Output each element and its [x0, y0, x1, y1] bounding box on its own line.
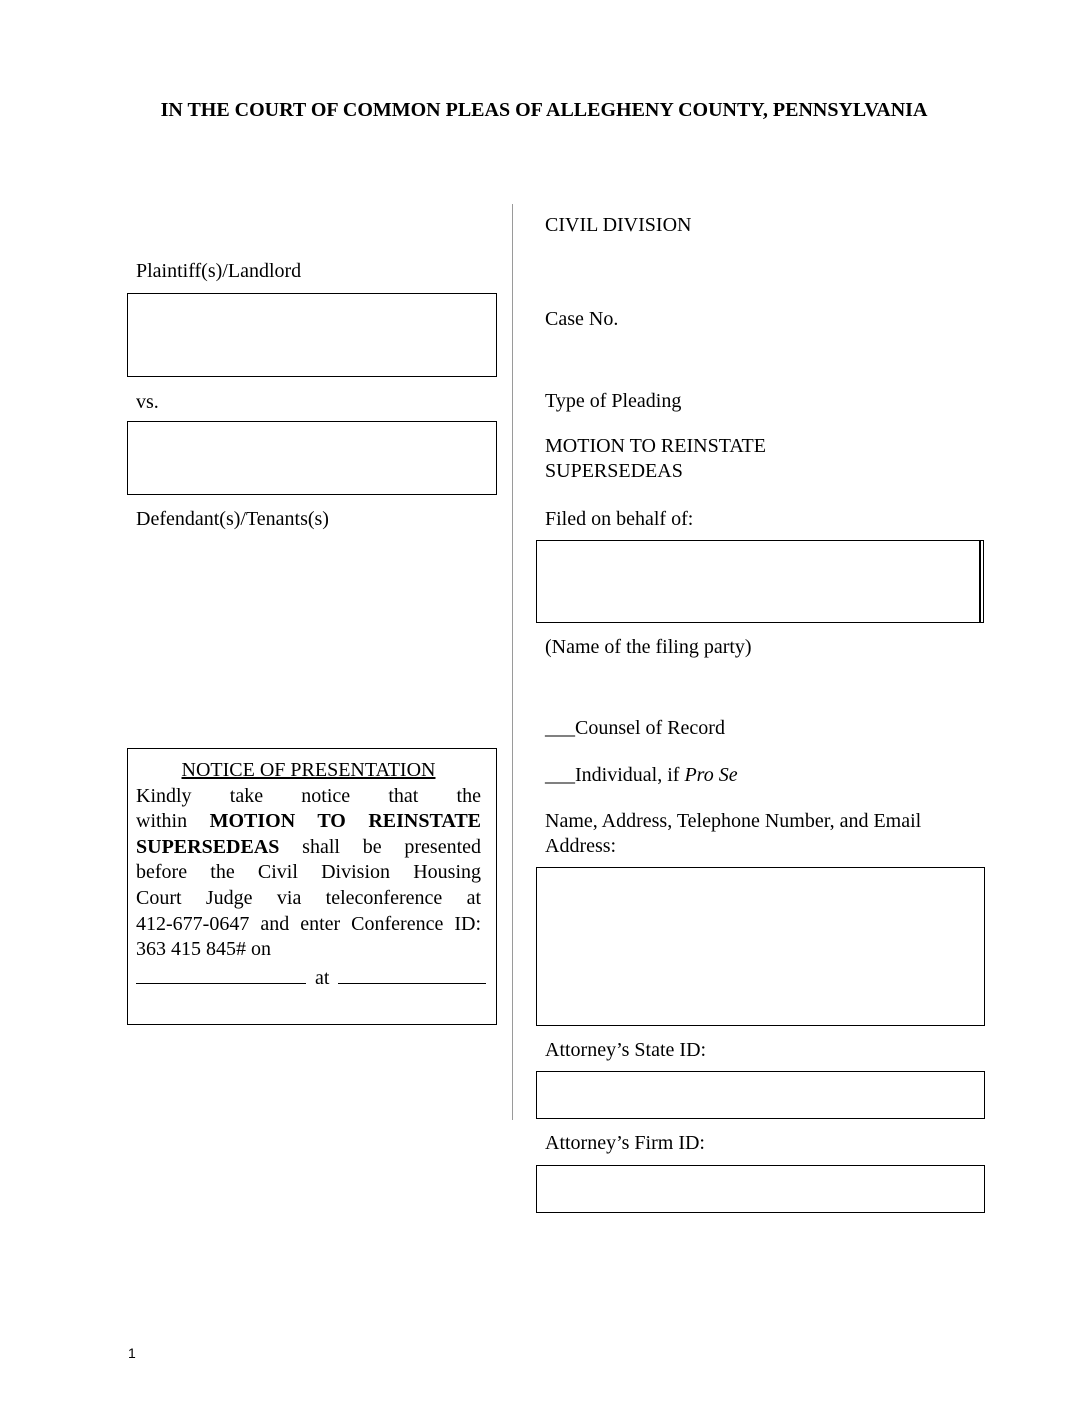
filed-on-behalf-label: Filed on behalf of:	[545, 508, 694, 530]
individual-pro-se-option[interactable]	[545, 763, 738, 787]
pleading-type-label: Type of Pleading	[545, 390, 682, 412]
notice-line-7: 363 415 845# on	[136, 938, 271, 961]
notice-line-3-text: shall be presented	[279, 835, 481, 858]
pleading-line-1: MOTION TO REINSTATE	[545, 435, 766, 457]
defendant-label: Defendant(s)/Tenants(s)	[136, 508, 329, 530]
notice-date-time-line	[136, 965, 481, 992]
notice-title: NOTICE OF PRESENTATION	[181, 759, 436, 781]
vs-label: vs.	[136, 391, 159, 413]
notice-date-blank[interactable]	[136, 965, 306, 984]
counsel-label: Counsel of Record	[575, 717, 725, 739]
notice-line-3	[136, 835, 481, 861]
court-title: IN THE COURT OF COMMON PLEAS OF ALLEGHENY COUNTY, PENNSYLVANIA	[160, 99, 928, 121]
plaintiff-field[interactable]	[127, 293, 497, 377]
firm-id-label: Attorney’s Firm ID:	[545, 1132, 705, 1154]
contact-label-line-2: Address:	[545, 835, 617, 857]
contact-label-line-1: Name, Address, Telephone Number, and Email	[545, 810, 922, 832]
state-id-label: Attorney’s State ID:	[545, 1039, 707, 1061]
pro-se-label: Pro Se	[684, 764, 738, 786]
state-id-field[interactable]	[536, 1071, 985, 1119]
individual-checkbox-blank[interactable]: ___	[545, 764, 575, 786]
notice-line-2	[136, 809, 481, 835]
notice-line-5: Court Judge via teleconference at	[136, 886, 481, 909]
notice-of-presentation	[136, 758, 481, 991]
contact-info-field[interactable]	[536, 867, 985, 1026]
counsel-of-record-option[interactable]	[545, 716, 725, 740]
notice-supersedeas: SUPERSEDEAS	[136, 835, 280, 858]
pleading-line-2: SUPERSEDEAS	[545, 460, 683, 482]
division-label: CIVIL DIVISION	[545, 214, 692, 236]
notice-line-6: 412-677-0647 and enter Conference ID:	[136, 912, 481, 935]
filed-box-edge	[979, 540, 981, 623]
filed-on-behalf-field[interactable]	[536, 540, 984, 623]
notice-line-2-text: within	[136, 810, 210, 833]
case-no-label: Case No.	[545, 308, 619, 330]
plaintiff-label: Plaintiff(s)/Landlord	[136, 260, 302, 282]
counsel-checkbox-blank[interactable]: ___	[545, 717, 575, 739]
notice-line-1: Kindly take notice that the	[136, 784, 481, 807]
notice-at-label: at	[315, 966, 330, 989]
page-number: 1	[128, 1345, 136, 1361]
notice-line-4: before the Civil Division Housing	[136, 861, 481, 884]
column-divider	[512, 204, 513, 1120]
notice-time-blank[interactable]	[338, 965, 486, 984]
individual-label: Individual, if	[575, 764, 685, 786]
defendant-field[interactable]	[127, 421, 497, 495]
firm-id-field[interactable]	[536, 1165, 985, 1213]
filing-party-note: (Name of the filing party)	[545, 636, 752, 658]
notice-motion-title: MOTION TO REINSTATE	[209, 810, 481, 833]
